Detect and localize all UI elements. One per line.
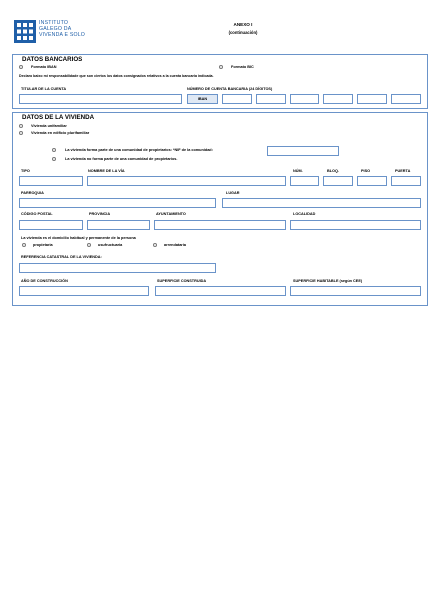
annex-title: ANEXO I — [233, 22, 253, 27]
dwelling-section-title: DATOS DE LA VIVIENDA — [22, 114, 95, 121]
community-no-label: La vivienda no forma parte de una comunidad de propietarios. — [65, 157, 178, 161]
postal-code-label: CÓDIGO POSTAL — [21, 212, 53, 216]
habitual-residence-question: La vivienda es el domicilio habitual y permanente de la persona — [21, 236, 136, 240]
dwelling-section — [12, 112, 428, 306]
parish-label: PARROQUIA — [21, 191, 44, 195]
format-iban-radio[interactable] — [19, 65, 23, 69]
floor-field[interactable] — [357, 176, 387, 186]
account-holder-field[interactable] — [19, 94, 182, 104]
bank-section-title: DATOS BANCARIOS — [22, 56, 83, 63]
iban-prefix: IBAN — [187, 94, 218, 104]
usable-area-label: SUPERFICIE HABITABLE (según CEE) — [293, 279, 363, 283]
street-type-label: TIPO — [21, 169, 30, 173]
account-number-label: NÚMERO DE CUENTA BANCARIA (24 DÍGITOS) — [187, 87, 273, 91]
tenant-radio[interactable] — [153, 243, 157, 247]
community-yes-radio[interactable] — [52, 148, 56, 152]
floor-label: PISO — [361, 169, 371, 173]
construction-year-label: AÑO DE CONSTRUCCIÓN — [21, 279, 68, 283]
block-label: BLOQ. — [327, 169, 340, 173]
street-name-label: NOMBRE DE LA VÍA — [88, 169, 125, 173]
locality-label: LOCALIDAD — [293, 212, 316, 216]
logo-line-2: GALEGO DA — [39, 26, 72, 32]
format-bic-label: Formato BIC — [231, 65, 254, 69]
owner-label: propietaria — [33, 243, 53, 247]
tenant-label: arrendataria — [164, 243, 186, 247]
institution-name — [39, 20, 85, 38]
multi-family-label: Vivienda en edificio plurifamiliar — [31, 131, 90, 135]
logo-line-1: INSTITUTO — [39, 20, 69, 26]
format-iban-label: Formato IBAN — [31, 65, 57, 69]
number-label: NÚM. — [293, 169, 303, 173]
annex-subtitle: (continuación) — [228, 30, 258, 35]
built-area-field[interactable] — [155, 286, 286, 296]
multi-family-radio[interactable] — [19, 131, 23, 135]
bank-declaration: Declaro baixo mi responsabilidade que son ciertos los datos consignados relativos a la cuenta bancaria indicada. — [19, 74, 214, 78]
single-family-label: Vivienda unifamiliar — [31, 124, 67, 128]
account-digits-field-2[interactable] — [256, 94, 286, 104]
block-field[interactable] — [323, 176, 353, 186]
street-name-field[interactable] — [87, 176, 286, 186]
usable-area-field[interactable] — [290, 286, 421, 296]
account-digits-field-3[interactable] — [290, 94, 319, 104]
account-digits-field-4[interactable] — [323, 94, 353, 104]
number-field[interactable] — [290, 176, 319, 186]
cadastral-reference-label: REFERENCIA CATASTRAL DE LA VIVIENDA: — [21, 255, 102, 259]
door-field[interactable] — [391, 176, 421, 186]
xunta-emblem-icon — [14, 20, 36, 43]
built-area-label: SUPERFICIE CONSTRUIDA — [157, 279, 207, 283]
parish-field[interactable] — [19, 198, 216, 208]
format-bic-radio[interactable] — [219, 65, 223, 69]
place-field[interactable] — [222, 198, 421, 208]
usufructuary-label: usufructuaria — [98, 243, 123, 247]
locality-field[interactable] — [290, 220, 421, 230]
door-label: PUERTA — [395, 169, 411, 173]
municipality-label: AYUNTAMIENTO — [156, 212, 186, 216]
community-no-radio[interactable] — [52, 157, 56, 161]
street-type-field[interactable] — [19, 176, 83, 186]
owner-radio[interactable] — [22, 243, 26, 247]
community-nif-field[interactable] — [267, 146, 339, 156]
account-digits-field-1[interactable] — [222, 94, 252, 104]
account-holder-label: TITULAR DE LA CUENTA — [21, 87, 67, 91]
logo-line-3: VIVENDA E SOLO — [39, 32, 86, 38]
account-digits-field-6[interactable] — [391, 94, 421, 104]
province-field[interactable] — [87, 220, 150, 230]
province-label: PROVINCIA — [89, 212, 111, 216]
single-family-radio[interactable] — [19, 124, 23, 128]
cadastral-reference-field[interactable] — [19, 263, 216, 273]
construction-year-field[interactable] — [19, 286, 149, 296]
community-yes-label: La vivienda forma parte de una comunidad de propietarios: *NIF de la comunidad: — [65, 148, 213, 152]
place-label: LUGAR — [226, 191, 240, 195]
usufructuary-radio[interactable] — [87, 243, 91, 247]
account-digits-field-5[interactable] — [357, 94, 387, 104]
postal-code-field[interactable] — [19, 220, 83, 230]
municipality-field[interactable] — [154, 220, 286, 230]
